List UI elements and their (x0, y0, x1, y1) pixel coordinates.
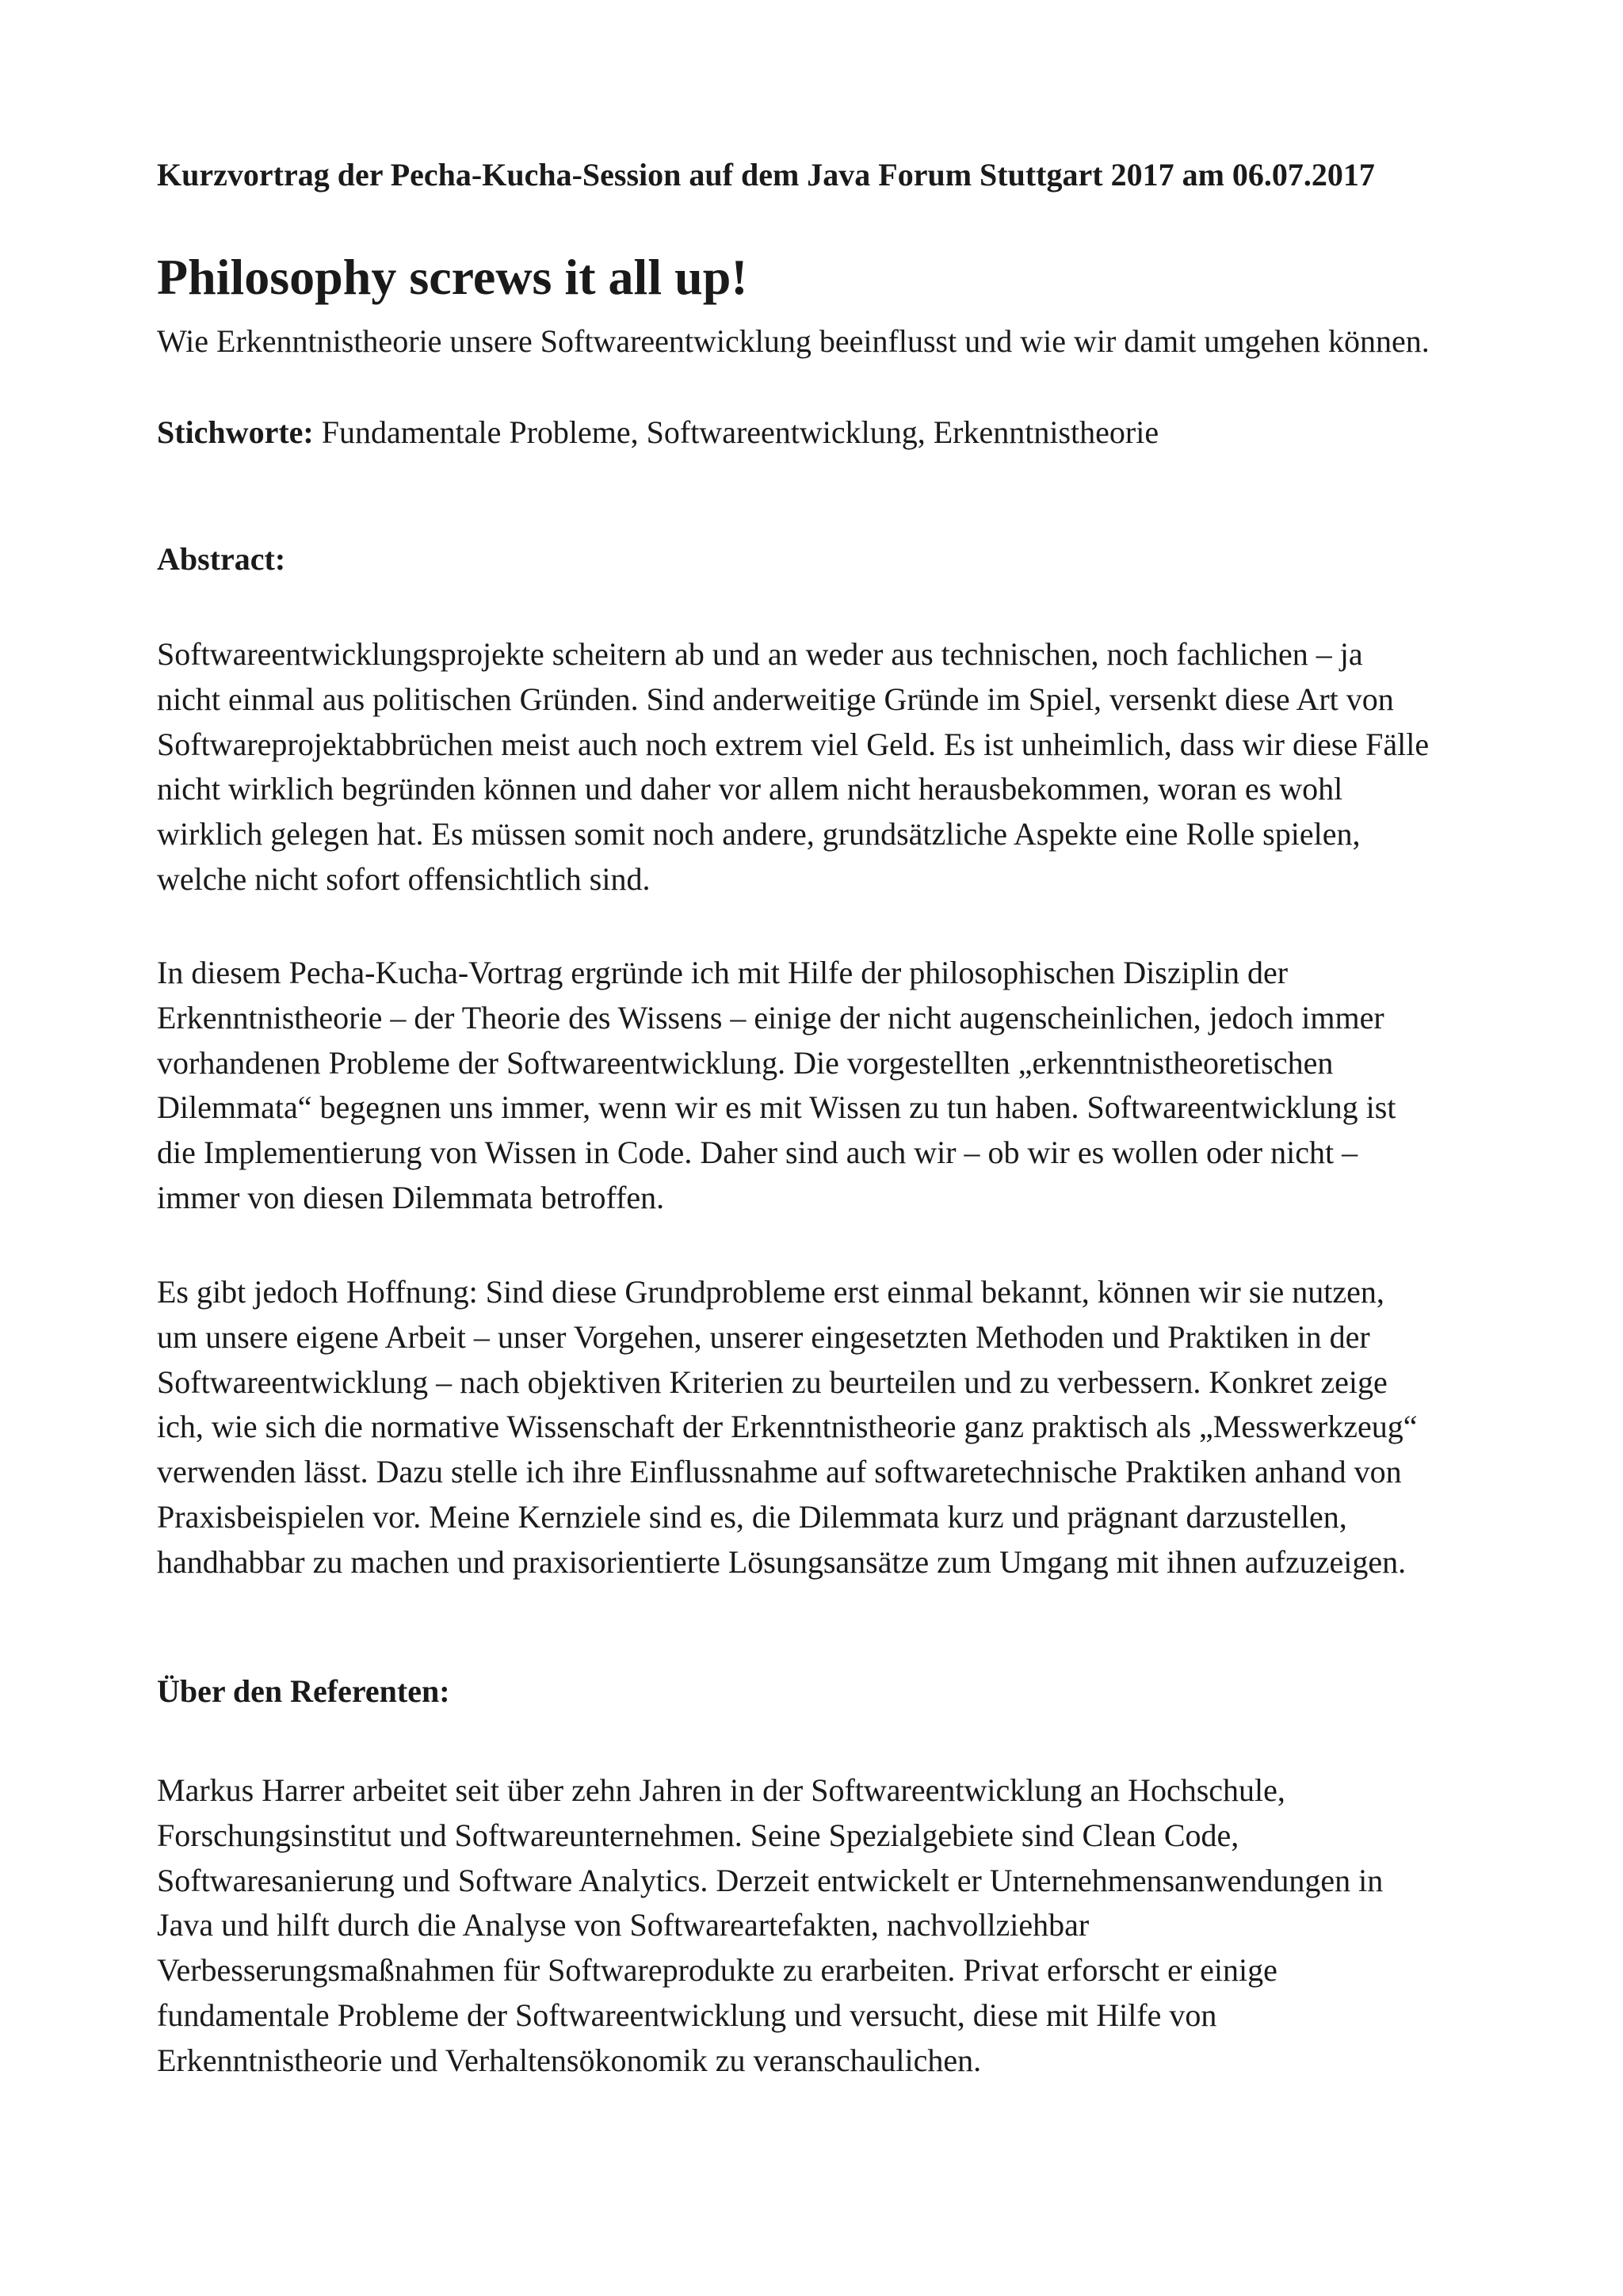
text-line: Erkenntnistheorie und Verhaltensökonomik zu veranschaulichen. (157, 2042, 982, 2078)
text-line: nicht wirklich begründen können und daher vor allem nicht herausbekommen, woran es wohl (157, 771, 1343, 807)
text-line: vorhandenen Probleme der Softwareentwicklung. Die vorgestellten „erkenntnistheoretischen (157, 1044, 1334, 1081)
text-line: verwenden lässt. Dazu stelle ich ihre Einflussnahme auf softwaretechnische Praktiken anhand von (157, 1454, 1402, 1490)
abstract-heading: Abstract: (157, 541, 286, 577)
text-line: Verbesserungsmaßnahmen für Softwareprodukte zu erarbeiten. Privat erforscht er einige (157, 1952, 1277, 1989)
text-line: Praxisbeispielen vor. Meine Kernziele sind es, die Dilemmata kurz und prägnant darzustellen, (157, 1498, 1347, 1535)
text-line: Java und hilft durch die Analyse von Softwareartefakten, nachvollziehbar (157, 1907, 1090, 1943)
text-line: In diesem Pecha-Kucha-Vortrag ergründe ich mit Hilfe der philosophischen Disziplin der (157, 955, 1289, 990)
text-line: nicht einmal aus politischen Gründen. Sind anderweitige Gründe im Spiel, versenkt diese Art von (157, 681, 1394, 717)
text-line: Markus Harrer arbeitet seit über zehn Jahren in der Softwareentwicklung an Hochschule, (157, 1772, 1285, 1808)
text-line: Forschungsinstitut und Softwareunternehmen. Seine Spezialgebiete sind Clean Code, (157, 1817, 1239, 1853)
text-line: Erkenntnistheorie – der Theorie des Wissens – einige der nicht augenscheinlichen, jedoch immer (157, 999, 1384, 1035)
speaker-heading: Über den Referenten: (157, 1673, 450, 1709)
keywords-value: Fundamentale Probleme, Softwareentwicklung, Erkenntnistheorie (313, 414, 1159, 450)
text-line: Softwareentwicklungsprojekte scheitern ab und an weder aus technischen, noch fachlichen – ja (157, 636, 1363, 672)
text-line: wirklich gelegen hat. Es müssen somit noch andere, grundsätzliche Aspekte eine Rolle spielen, (157, 816, 1361, 852)
text-line: Softwareentwicklung – nach objektiven Kriterien zu beurteilen und zu verbessern. Konkret zeige (157, 1363, 1388, 1400)
text-line: Softwaresanierung und Software Analytics. Derzeit entwickelt er Unternehmensanwendungen in (157, 1862, 1384, 1898)
text-line: welche nicht sofort offensichtlich sind. (157, 860, 651, 897)
abstract-paragraph-2 (157, 951, 1396, 1221)
text-line: handhabbar zu machen und praxisorientierte Lösungsansätze zum Umgang mit ihnen aufzuzeigen. (157, 1543, 1407, 1580)
event-line: Kurzvortrag der Pecha-Kucha-Session auf dem Java Forum Stuttgart 2017 am 06.07.2017 (157, 157, 1375, 193)
text-line: Softwareprojektabbrüchen meist auch noch extrem viel Geld. Es ist unheimlich, dass wir diese Fälle (157, 726, 1430, 762)
subtitle: Wie Erkenntnistheorie unsere Softwareentwicklung beeinflusst und wie wir damit umgehen können. (157, 323, 1430, 359)
abstract-paragraph-3 (157, 1270, 1417, 1585)
text-line: um unsere eigene Arbeit – unser Vorgehen, unserer eingesetzten Methoden und Praktiken in der (157, 1318, 1370, 1355)
text-line: fundamentale Probleme der Softwareentwicklung und versucht, diese mit Hilfe von (157, 1997, 1217, 2033)
text-line: Dilemmata“ begegnen uns immer, wenn wir es mit Wissen zu tun haben. Softwareentwicklung ist (157, 1089, 1396, 1126)
text-line: die Implementierung von Wissen in Code. Daher sind auch wir – ob wir es wollen oder nicht – (157, 1135, 1358, 1171)
abstract-paragraph-1 (157, 632, 1429, 902)
text-line: Es gibt jedoch Hoffnung: Sind diese Grundprobleme erst einmal bekannt, können wir sie nutzen, (157, 1274, 1384, 1310)
text-line: immer von diesen Dilemmata betroffen. (157, 1179, 665, 1215)
page-title: Philosophy screws it all up! (157, 249, 748, 305)
keywords-line (157, 410, 1159, 455)
keywords-label: Stichworte: (157, 414, 314, 450)
speaker-paragraph (157, 1768, 1383, 2084)
text-line: ich, wie sich die normative Wissenschaft der Erkenntnistheorie ganz praktisch als „Messwerkzeug“ (157, 1409, 1418, 1445)
